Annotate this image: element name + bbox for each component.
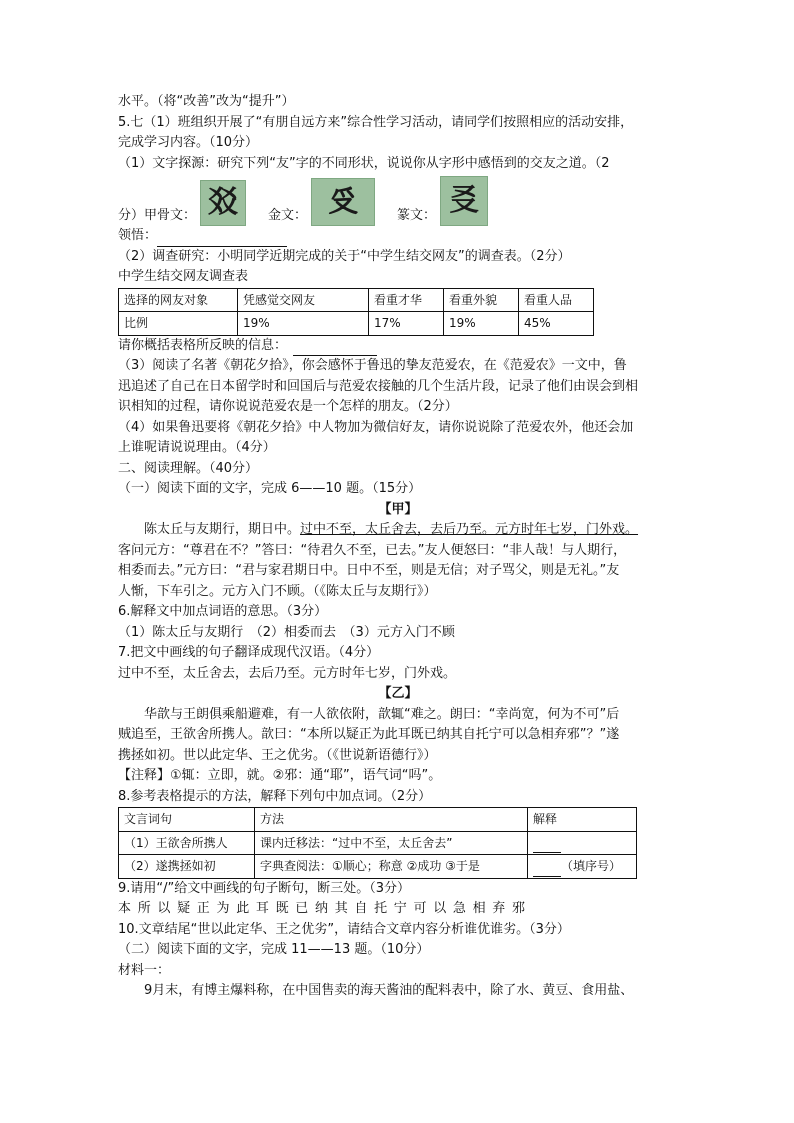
question-5-4: （4）如果鲁迅要将《朝花夕拾》中人物加为微信好友，请你说说除了范爱农外，他还会加 bbox=[118, 419, 634, 435]
table-cell: 看重外貌 bbox=[444, 288, 519, 312]
table-cell: 凭感觉交网友 bbox=[238, 288, 369, 312]
table-title: 中学生结交网友调查表 bbox=[118, 269, 249, 284]
method-table bbox=[118, 807, 637, 879]
question-5-3: （3）阅读了名著《朝花夕拾》，你会感怀于鲁迅的挚友范爱农，在《范爱农》一文中，鲁 bbox=[118, 358, 627, 373]
table-cell: 17% bbox=[369, 312, 444, 336]
table-cell: 方法 bbox=[255, 808, 528, 832]
question-8: 8.参考表格提示的方法，解释下列句中加点词。（2分） bbox=[118, 788, 432, 804]
survey-table bbox=[118, 288, 594, 336]
jiaguwen-glyph-image: 㸚 bbox=[200, 180, 246, 226]
glyph-row bbox=[118, 172, 678, 226]
question-10: 10.文章结尾“世以此定华、王之优劣”，请结合文章内容分析谁优谁劣。（3分） bbox=[118, 921, 570, 937]
subsection-heading: （二）阅读下面的文字，完成 11——13 题。（10分） bbox=[118, 942, 430, 957]
passage-yi-title: 【乙】 bbox=[378, 686, 418, 701]
table-cell: 看重才华 bbox=[369, 288, 444, 312]
passage-line: 相委而去。”元方曰：“君与家君期日中。日中不至，则是无信；对子骂父，则是无礼。”友 bbox=[118, 563, 620, 578]
answer-blank[interactable] bbox=[533, 862, 561, 877]
table-cell: 比例 bbox=[119, 312, 238, 336]
table-cell: 看重人品 bbox=[519, 288, 594, 312]
summary-line: 请你概括表格所反映的信息： bbox=[118, 336, 678, 357]
table-cell: 19% bbox=[238, 312, 369, 336]
passage-line: 9月末，有博主爆料称，在中国售卖的海天酱油的配料表中，除了水、黄豆、食用盐、 bbox=[144, 983, 634, 998]
text-line: 上谁呢请说说理由。（4分） bbox=[118, 440, 276, 455]
subsection-heading: （一）阅读下面的文字，完成 6——10 题。（15分） bbox=[118, 481, 422, 496]
table-cell: 选择的网友对象 bbox=[119, 288, 238, 312]
table-cell: 字典查阅法：①顺心；称意 ②成功 ③于是 bbox=[255, 855, 528, 879]
table-cell: 45% bbox=[519, 312, 594, 336]
text-line: 完成学习内容。（10分） bbox=[118, 135, 259, 150]
insight-line: 领悟： bbox=[118, 226, 678, 247]
table-cell: 课内迁移法：“过中不至，太丘舍去” bbox=[255, 831, 528, 855]
question-6: 6.解释文中加点词语的意思。（3分） bbox=[118, 604, 328, 619]
passage-line: 陈太丘与友期行，期日中。过中不至，太丘舍去，去后乃至。元方时年七岁，门外戏。 bbox=[144, 522, 639, 537]
passage-line: 华歆与王朗俱乘船避难，有一人欲依附，歆辄“难之。朗曰：“幸尚宽，何为不可”后 bbox=[144, 706, 620, 722]
question-5: 5.七（1）班组织开展了“有朋自远方来”综合性学习活动，请同学们按照相应的活动安排， bbox=[118, 114, 634, 130]
table-cell: 解释 bbox=[528, 808, 637, 832]
table-cell: （2）遂携拯如初 bbox=[119, 855, 255, 879]
answer-blank[interactable] bbox=[157, 232, 287, 247]
label-zhuanwen: 篆文： bbox=[397, 207, 437, 223]
question-7-text: 过中不至，太丘舍去，去后乃至。元方时年七岁，门外戏。 bbox=[118, 665, 457, 681]
passage-line: 携拯如初。世以此定华、王之优劣。（《世说新语德行》） bbox=[118, 747, 437, 763]
label-jinwen: 金文： bbox=[268, 207, 308, 223]
answer-blank[interactable] bbox=[533, 838, 561, 853]
passage-jia-title: 【甲】 bbox=[378, 501, 418, 517]
table-cell: 19% bbox=[444, 312, 519, 336]
table-cell: （1）王欲舍所携人 bbox=[119, 831, 255, 855]
question-5-2: （2）调查研究：小明同学近期完成的关于“中学生结交网友”的调查表。（2分） bbox=[118, 248, 571, 264]
jinwen-glyph-image: 𠬪 bbox=[311, 178, 375, 226]
answer-blank[interactable] bbox=[293, 341, 377, 356]
table-cell: 文言词句 bbox=[119, 808, 255, 832]
passage-line: 贼追至，王欲舍所携人。歆曰：“本所以疑正为此耳既已纳其自托宁可以急相弃邪”？”遂 bbox=[118, 727, 620, 742]
question-9-text: 本所以疑正为此耳既已纳其自托宁可以急相弃邪 bbox=[118, 901, 532, 916]
question-9: 9.请用“/”给文中画线的句子断句，断三处。（3分） bbox=[118, 880, 411, 896]
question-6-items: （1）陈太丘与友期行 （2）相委而去 （3）元方入门不顾 bbox=[118, 624, 455, 640]
zhuanwen-glyph-image: 㕛 bbox=[440, 176, 488, 226]
material-label: 材料一： bbox=[118, 962, 171, 978]
passage-line: 人惭，下车引之。元方入门不顾。（《陈太丘与友期行》） bbox=[118, 583, 437, 599]
section-heading: 二、阅读理解。（40分） bbox=[118, 460, 259, 476]
notes: 【注释】①辄：立即，就。②邪：通“耶”，语气词“吗”。 bbox=[118, 768, 442, 783]
exam-page bbox=[118, 92, 678, 1002]
question-5-1: （1）文字探源：研究下列“友”字的不同形状，说说你从字形中感悟到的交友之道。（2 bbox=[118, 155, 610, 171]
text-line: 水平。（将“改善”改为“提升”） bbox=[118, 94, 295, 109]
text-line: 识相知的过程，请你说说范爱农是一个怎样的朋友。（2分） bbox=[118, 399, 458, 414]
underlined-sentence: 过中不至，太丘舍去，去后乃至。元方时年七岁，门外戏。 bbox=[300, 522, 639, 537]
question-7: 7.把文中画线的句子翻译成现代汉语。（4分） bbox=[118, 645, 380, 660]
table-cell bbox=[528, 831, 637, 855]
passage-line: 客问元方：“尊君在不？”答曰：“待君久不至，已去。”友人便怒曰：“非人哉！与人期行， bbox=[118, 542, 627, 558]
table-cell: （填序号） bbox=[528, 855, 637, 879]
label-jiaguwen: 分）甲骨文： bbox=[118, 207, 197, 223]
text-line: 迅追述了自己在日本留学时和回国后与范爱农接触的几个生活片段，记录了他们由误会到相 bbox=[118, 378, 639, 394]
